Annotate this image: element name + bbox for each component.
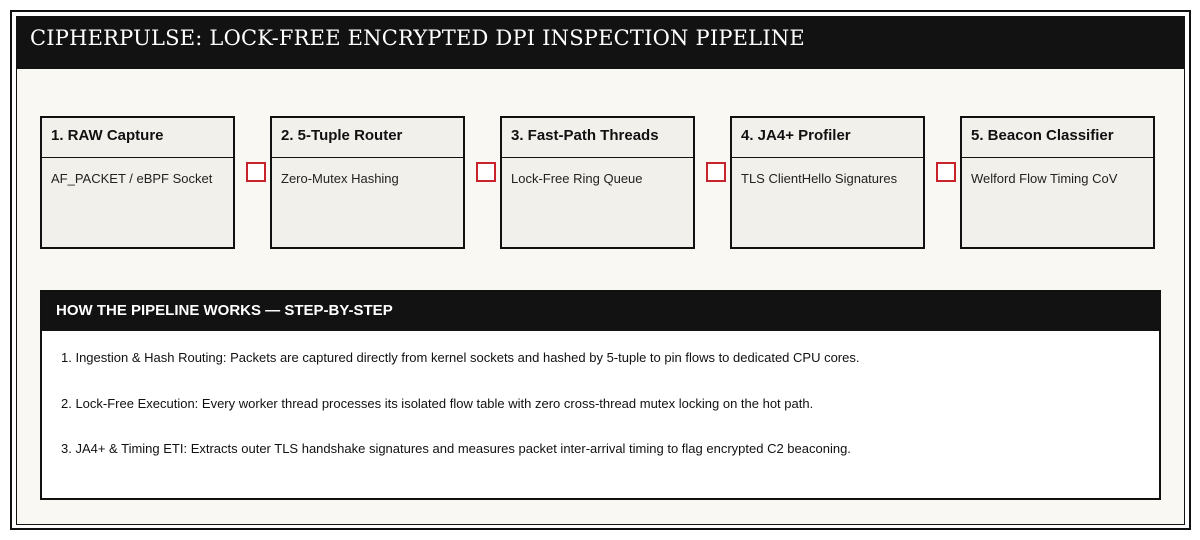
stage-label: 3. Fast-Path Threads: [502, 118, 693, 158]
stage-5-tuple-router: [270, 116, 465, 249]
stage-beacon-classifier: [960, 116, 1155, 249]
connector-2-3: [476, 162, 496, 182]
stage-description: Lock-Free Ring Queue: [511, 171, 643, 186]
connector-1-2: [246, 162, 266, 182]
stage-description: AF_PACKET / eBPF Socket: [51, 171, 213, 186]
step-item: 1. Ingestion & Hash Routing: Packets are captured directly from kernel sockets and hashed by 5-tuple to pin flows to dedicated CPU cores.: [61, 350, 860, 365]
stage-description: Zero-Mutex Hashing: [281, 171, 399, 186]
stage-description: Welford Flow Timing CoV: [971, 171, 1118, 186]
stage-label: 4. JA4+ Profiler: [732, 118, 923, 158]
stage-description: TLS ClientHello Signatures: [741, 171, 898, 186]
connector-4-5: [936, 162, 956, 182]
stage-ja4-profiler: [730, 116, 925, 249]
stage-raw-capture: [40, 116, 235, 249]
page-title: CIPHERPULSE: LOCK-FREE ENCRYPTED DPI INSPECTION PIPELINE: [30, 26, 805, 50]
stage-label: 2. 5-Tuple Router: [272, 118, 463, 158]
step-item: 2. Lock-Free Execution: Every worker thread processes its isolated flow table with zero cross-thread mutex locking on the hot path.: [61, 396, 814, 411]
steps-panel: [40, 290, 1161, 500]
stage-fast-path-threads: [500, 116, 695, 249]
stage-label: 5. Beacon Classifier: [962, 118, 1153, 158]
stage-label: 1. RAW Capture: [42, 118, 233, 158]
step-item: 3. JA4+ & Timing ETI: Extracts outer TLS handshake signatures and measures packet inter-arrival timing to flag encrypted C2 beaconing.: [61, 441, 851, 456]
steps-heading: HOW THE PIPELINE WORKS — STEP-BY-STEP: [42, 292, 1159, 331]
connector-3-4: [706, 162, 726, 182]
